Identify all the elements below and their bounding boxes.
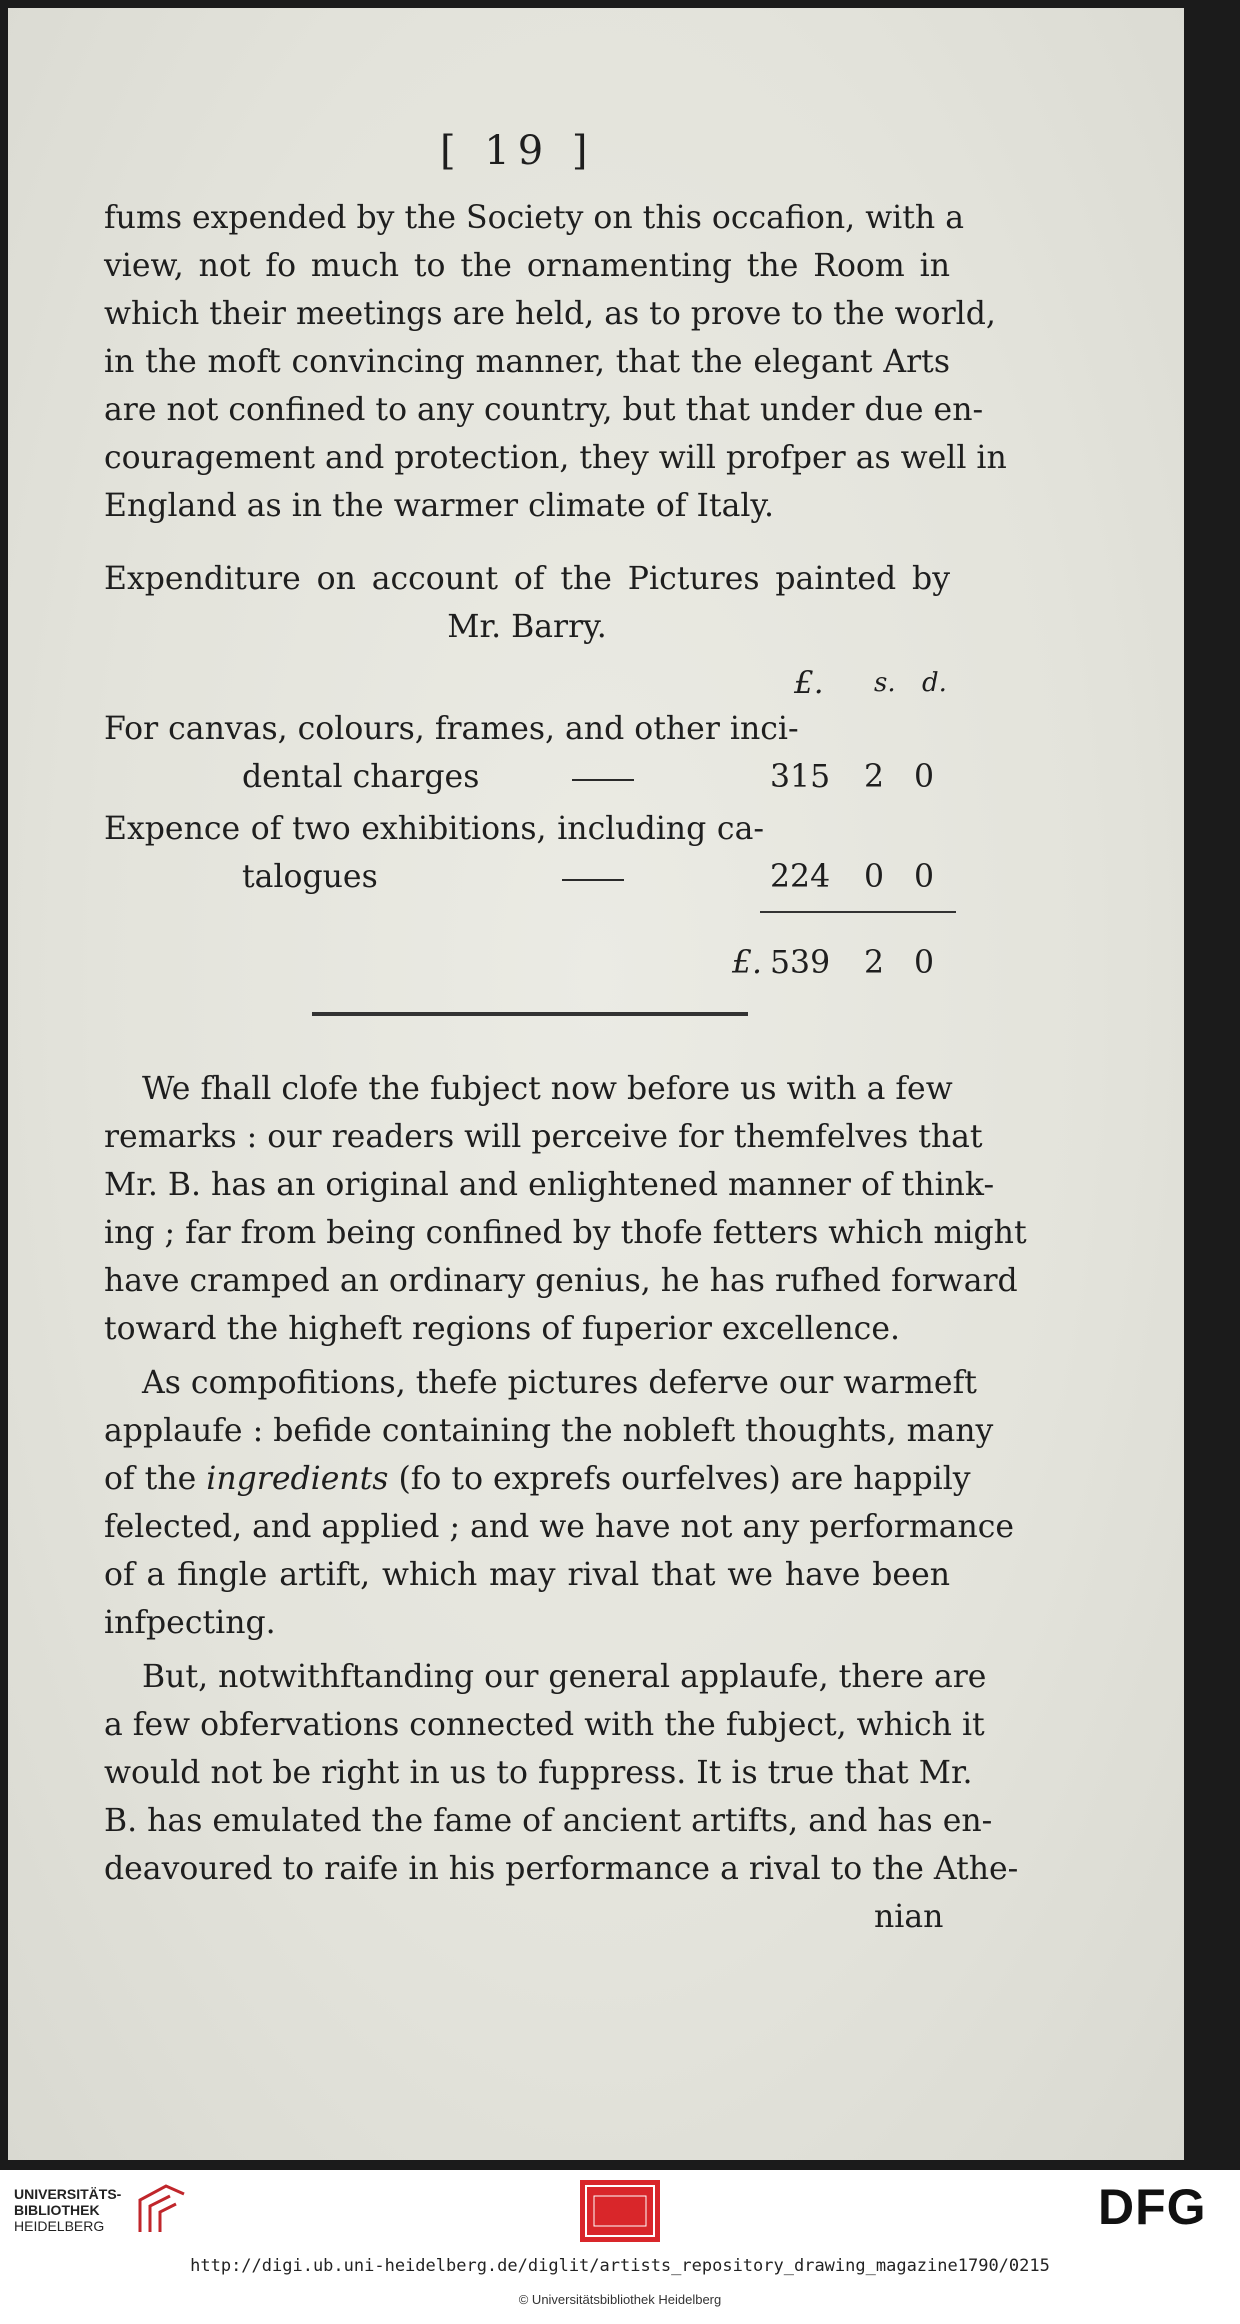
dash-separator xyxy=(572,779,634,781)
text-segment: of the xyxy=(104,1461,207,1497)
text-line: a few obfervations connected with the fubject, which it xyxy=(104,1707,985,1743)
total-currency: £. xyxy=(732,945,763,981)
text-line: remarks : our readers will perceive for themfelves that xyxy=(104,1119,983,1155)
item-1-shillings: 2 xyxy=(863,759,885,795)
table-heading-name: Mr. Barry. xyxy=(447,609,607,645)
permalink-url[interactable]: http://digi.ub.uni-heidelberg.de/diglit/artists_repository_drawing_magazine1790/0215 xyxy=(190,2256,1050,2276)
text-line: of a fingle artift, which may rival that we have been xyxy=(104,1557,950,1593)
dfg-logo[interactable]: DFG xyxy=(1098,2179,1207,2235)
item-2-description: Expence of two exhibitions, including ca- xyxy=(104,811,764,847)
italic-word: ingredients xyxy=(206,1461,389,1497)
text-line: are not confined to any country, but that under due en- xyxy=(104,392,984,428)
library-name-line1: UNIVERSITÄTS- xyxy=(14,2186,122,2202)
item-2-pence: 0 xyxy=(913,859,935,895)
text-line: have cramped an ordinary genius, he has rufhed forward xyxy=(104,1263,1018,1299)
section-divider xyxy=(312,1012,748,1016)
item-1-label: dental charges xyxy=(242,759,480,795)
item-2-pounds: 224 xyxy=(770,859,831,895)
library-emblem-icon xyxy=(136,2182,188,2238)
item-2-shillings: 0 xyxy=(863,859,885,895)
text-line: which their meetings are held, as to prove to the world, xyxy=(104,296,996,332)
copyright-notice: © Universitätsbibliothek Heidelberg xyxy=(518,2292,722,2307)
text-line: fums expended by the Society on this occafion, with a xyxy=(104,200,964,236)
item-1-description: For canvas, colours, frames, and other inci- xyxy=(104,711,799,747)
library-name-line3: HEIDELBERG xyxy=(14,2218,105,2234)
text-line: view, not fo much to the ornamenting the Room in xyxy=(104,248,950,284)
text-line: Mr. B. has an original and enlightened manner of think- xyxy=(104,1167,995,1203)
page-number: [ 19 ] xyxy=(440,128,596,174)
pence-header: d. xyxy=(922,668,947,698)
total-pounds: 539 xyxy=(770,945,831,981)
text-line: We fhall clofe the fubject now before us with a few xyxy=(142,1071,953,1107)
pounds-header: £. xyxy=(794,665,824,701)
text-line: would not be right in us to fuppress. It is true that Mr. xyxy=(104,1755,973,1791)
text-line: infpecting. xyxy=(104,1605,276,1641)
currency-header-row xyxy=(104,659,950,707)
total-row xyxy=(104,939,950,987)
table-heading: Expenditure on account of the Pictures painted by xyxy=(104,561,950,597)
text-line: But, notwithftanding our general applaufe, there are xyxy=(142,1659,987,1695)
text-line-with-italic xyxy=(104,1455,971,1503)
dash-separator xyxy=(562,879,624,881)
project-logo-icon[interactable] xyxy=(580,2180,660,2242)
total-shillings: 2 xyxy=(863,945,885,981)
item-1-pounds: 315 xyxy=(770,759,831,795)
library-logo[interactable] xyxy=(14,2180,174,2240)
text-line: applaufe : befide containing the nobleft thoughts, many xyxy=(104,1413,994,1449)
text-line: toward the higheft regions of fuperior excellence. xyxy=(104,1311,900,1347)
item-1-row xyxy=(104,753,950,801)
item-2-label: talogues xyxy=(242,859,378,895)
text-line: couragement and protection, they will profper as well in xyxy=(104,440,1007,476)
shillings-header: s. xyxy=(874,668,896,698)
total-pence: 0 xyxy=(913,945,935,981)
library-name-line2: BIBLIOTHEK xyxy=(14,2202,100,2218)
text-line: ing ; far from being confined by thofe fetters which might xyxy=(104,1215,1027,1251)
text-line: England as in the warmer climate of Italy. xyxy=(104,488,775,524)
text-line: in the moft convincing manner, that the elegant Arts xyxy=(104,344,950,380)
catchword: nian xyxy=(874,1899,944,1935)
text-line: B. has emulated the fame of ancient artifts, and has en- xyxy=(104,1803,993,1839)
sum-rule xyxy=(760,911,956,913)
item-2-row xyxy=(104,853,950,901)
text-line: As compofitions, thefe pictures deferve our warmeft xyxy=(142,1365,977,1401)
text-line: deavoured to raife in his performance a rival to the Athe- xyxy=(104,1851,1019,1887)
text-line: felected, and applied ; and we have not any performance xyxy=(104,1509,1015,1545)
text-segment: (fo to exprefs ourfelves) are happily xyxy=(388,1461,971,1497)
item-1-pence: 0 xyxy=(913,759,935,795)
